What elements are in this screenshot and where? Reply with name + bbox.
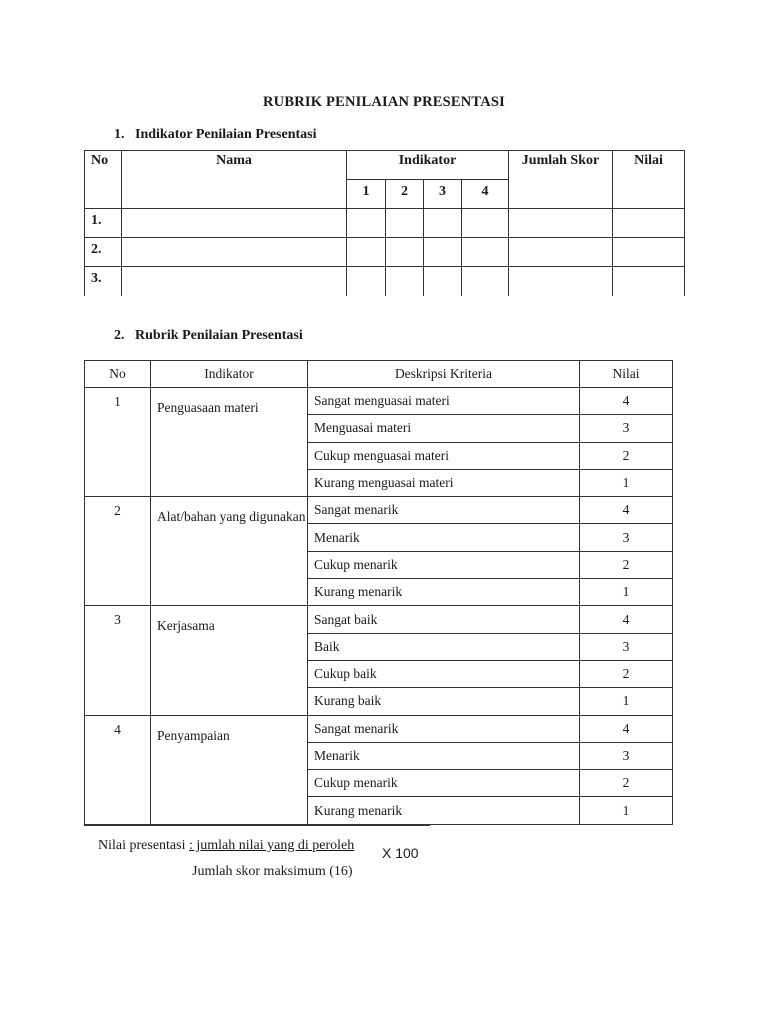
criteria-score: 1: [580, 579, 673, 606]
section-1-title: Indikator Penilaian Presentasi: [135, 127, 317, 142]
criteria-description: Sangat baik: [308, 606, 580, 633]
score-cell[interactable]: [462, 209, 509, 238]
criteria-description: Cukup menarik: [308, 770, 580, 797]
table-row: [85, 267, 685, 296]
name-cell[interactable]: [122, 209, 347, 238]
rubric-table: [84, 360, 673, 825]
criteria-description: Sangat menarik: [308, 497, 580, 524]
rubric-header-no: No: [85, 361, 151, 388]
criteria-description: Cukup menguasai materi: [308, 442, 580, 469]
rubric-header-nilai: Nilai: [580, 361, 673, 388]
total-cell[interactable]: [509, 209, 613, 238]
header-no: No: [85, 151, 122, 209]
score-cell[interactable]: [386, 267, 424, 296]
rubric-indikator: Kerjasama: [151, 606, 308, 715]
score-cell[interactable]: [424, 267, 462, 296]
formula-numerator-line: [98, 838, 354, 854]
criteria-description: Baik: [308, 633, 580, 660]
row-number: 3.: [85, 267, 122, 296]
row-number: 1.: [85, 209, 122, 238]
rubric-no: 4: [85, 715, 151, 824]
indicator-number-4: 4: [462, 180, 509, 209]
criteria-score: 4: [580, 606, 673, 633]
score-cell[interactable]: [386, 209, 424, 238]
header-indikator: Indikator: [347, 151, 509, 180]
criteria-description: Menarik: [308, 524, 580, 551]
criteria-score: 2: [580, 660, 673, 687]
criteria-score: 4: [580, 497, 673, 524]
section-1-number: 1.: [114, 127, 125, 142]
indicator-score-table: [84, 150, 685, 296]
total-cell[interactable]: [509, 238, 613, 267]
formula-numerator: : jumlah nilai yang di peroleh: [188, 838, 355, 853]
name-cell[interactable]: [122, 267, 347, 296]
grade-cell[interactable]: [613, 267, 685, 296]
formula-multiplier: X 100: [382, 845, 419, 861]
table-row: [85, 497, 673, 524]
score-cell[interactable]: [424, 238, 462, 267]
name-cell[interactable]: [122, 238, 347, 267]
page-break-rule: [84, 825, 430, 826]
criteria-description: Cukup menarik: [308, 551, 580, 578]
criteria-score: 2: [580, 442, 673, 469]
rubric-no: 2: [85, 497, 151, 606]
score-cell[interactable]: [347, 209, 386, 238]
score-cell[interactable]: [347, 267, 386, 296]
table-row: [85, 388, 673, 415]
section-2-heading: [114, 328, 303, 344]
criteria-description: Kurang menguasai materi: [308, 469, 580, 496]
header-nilai: Nilai: [613, 151, 685, 209]
rubric-no: 1: [85, 388, 151, 497]
section-1-heading: [114, 127, 317, 143]
criteria-description: Kurang menarik: [308, 579, 580, 606]
criteria-description: Menguasai materi: [308, 415, 580, 442]
formula-label: Nilai presentasi: [98, 838, 186, 853]
header-jumlah-skor: Jumlah Skor: [509, 151, 613, 209]
formula-denominator: Jumlah skor maksimum (16): [192, 864, 353, 879]
total-cell[interactable]: [509, 267, 613, 296]
rubric-header-indikator: Indikator: [151, 361, 308, 388]
criteria-score: 4: [580, 388, 673, 415]
row-number: 2.: [85, 238, 122, 267]
section-2-title: Rubrik Penilaian Presentasi: [135, 328, 303, 343]
criteria-score: 2: [580, 770, 673, 797]
grade-cell[interactable]: [613, 209, 685, 238]
document-title: RUBRIK PENILAIAN PRESENTASI: [262, 94, 505, 110]
rubric-no: 3: [85, 606, 151, 715]
indicator-number-2: 2: [386, 180, 424, 209]
rubric-indikator: Alat/bahan yang digunakan: [151, 497, 308, 606]
score-cell[interactable]: [347, 238, 386, 267]
criteria-description: Kurang baik: [308, 688, 580, 715]
table-row: [85, 209, 685, 238]
section-2-number: 2.: [114, 328, 125, 343]
criteria-score: 1: [580, 469, 673, 496]
indicator-number-1: 1: [347, 180, 386, 209]
criteria-score: 3: [580, 524, 673, 551]
header-nama: Nama: [122, 151, 347, 209]
criteria-score: 2: [580, 551, 673, 578]
table-row: [85, 238, 685, 267]
criteria-description: Sangat menarik: [308, 715, 580, 742]
indicator-number-3: 3: [424, 180, 462, 209]
score-cell[interactable]: [462, 267, 509, 296]
criteria-description: Menarik: [308, 742, 580, 769]
table-row: [85, 606, 673, 633]
grade-cell[interactable]: [613, 238, 685, 267]
score-cell[interactable]: [386, 238, 424, 267]
criteria-description: Kurang menarik: [308, 797, 580, 824]
criteria-score: 4: [580, 715, 673, 742]
criteria-score: 3: [580, 633, 673, 660]
table-row: [85, 715, 673, 742]
criteria-score: 3: [580, 415, 673, 442]
criteria-score: 1: [580, 688, 673, 715]
score-cell[interactable]: [424, 209, 462, 238]
rubric-header-deskripsi: Deskripsi Kriteria: [308, 361, 580, 388]
rubric-indikator: Penguasaan materi: [151, 388, 308, 497]
score-cell[interactable]: [462, 238, 509, 267]
criteria-score: 1: [580, 797, 673, 824]
criteria-description: Sangat menguasai materi: [308, 388, 580, 415]
rubric-indikator: Penyampaian: [151, 715, 308, 824]
criteria-score: 3: [580, 742, 673, 769]
criteria-description: Cukup baik: [308, 660, 580, 687]
